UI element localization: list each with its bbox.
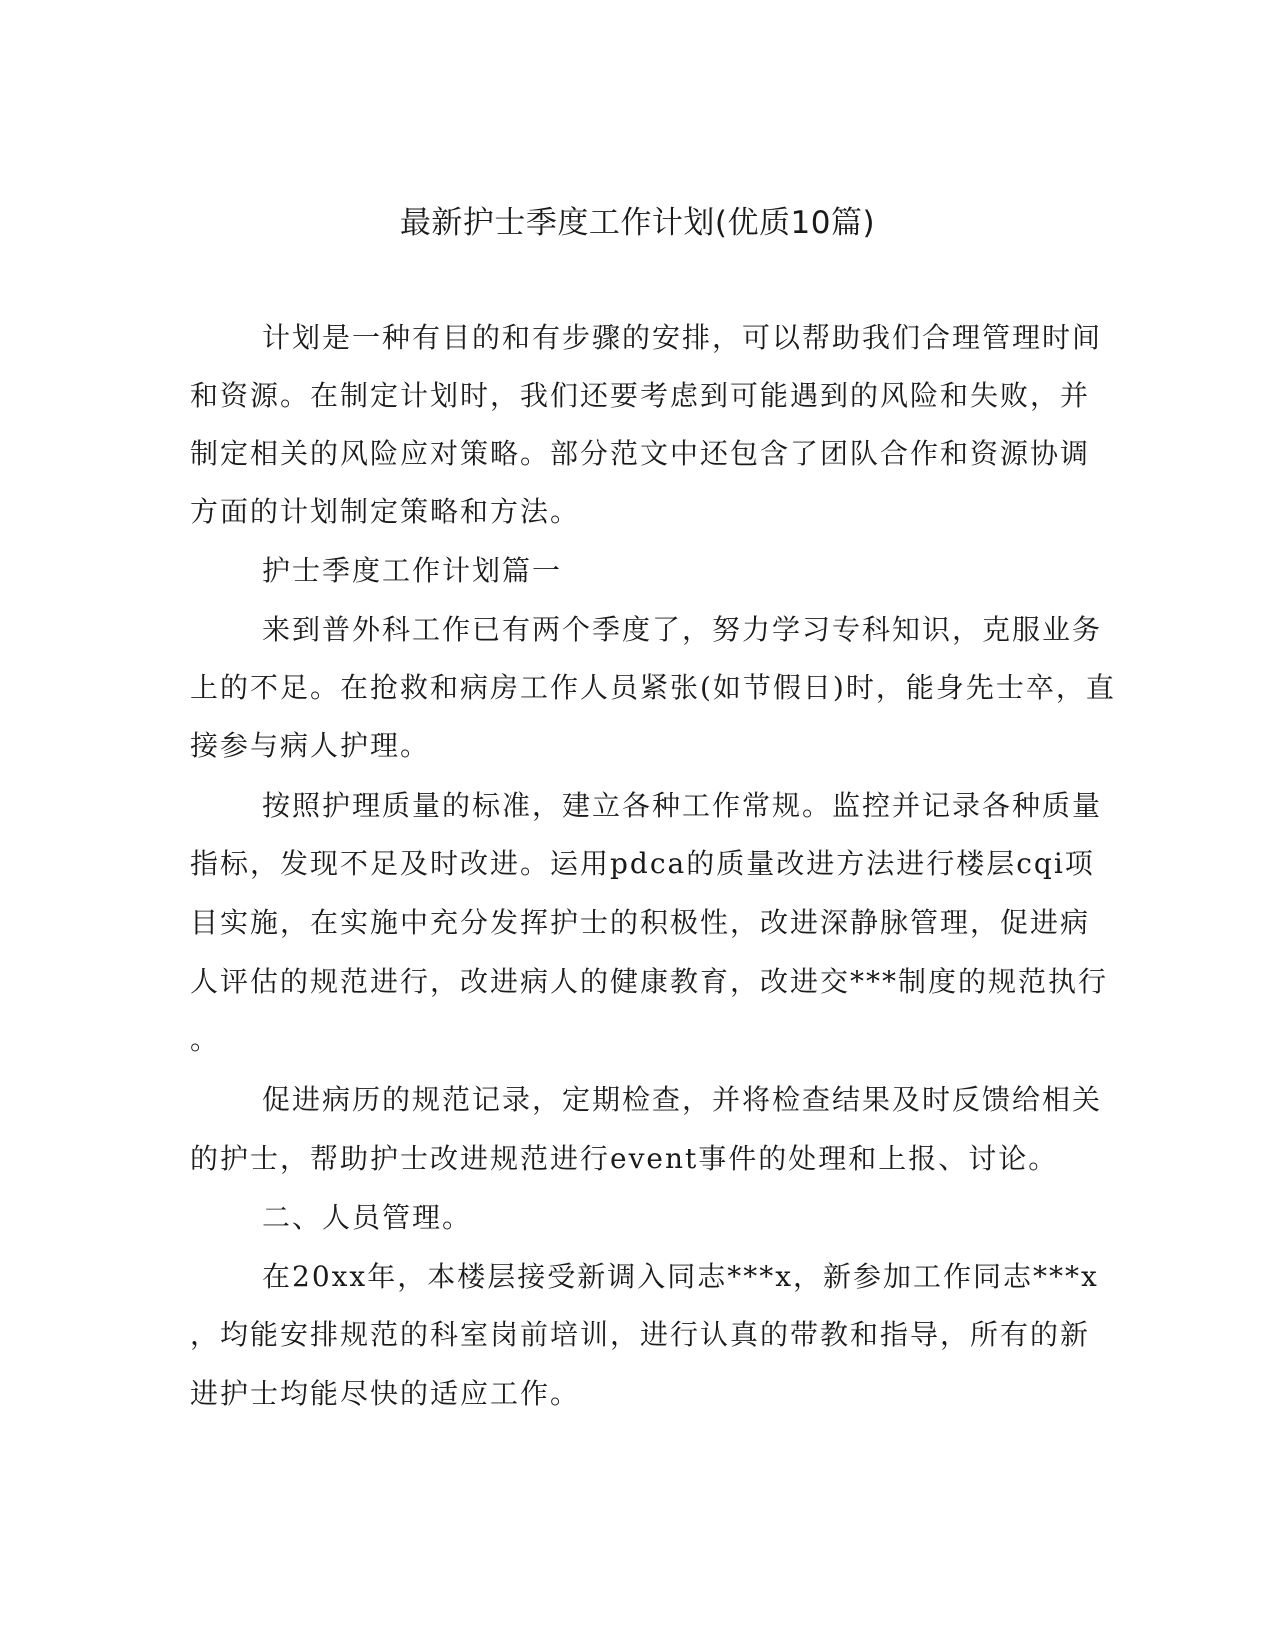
paragraph-line: 方面的计划制定策略和方法。 (190, 495, 581, 528)
paragraph-line: 的护士，帮助护士改进规范进行event事件的处理和上报、讨论。 (190, 1142, 1059, 1175)
paragraph-line: 指标，发现不足及时改进。运用pdca的质量改进方法进行楼层cqi项 (190, 847, 1095, 880)
paragraph-line: 来到普外科工作已有两个季度了，努力学习专科知识，克服业务 (262, 613, 1103, 646)
paragraph-line: 计划是一种有目的和有步骤的安排，可以帮助我们合理管理时间 (262, 321, 1103, 354)
paragraph-line: 进护士均能尽快的适应工作。 (190, 1377, 581, 1410)
paragraph-line: 人评估的规范进行，改进病人的健康教育，改进交***制度的规范执行 (190, 965, 1109, 998)
paragraph-line: ，均能安排规范的科室岗前培训，进行认真的带教和指导，所有的新 (190, 1318, 1091, 1351)
paragraph-line: 在20xx年，本楼层接受新调入同志***x，新参加工作同志***x (262, 1260, 1099, 1293)
paragraph-line: 促进病历的规范记录，定期检查，并将检查结果及时反馈给相关 (262, 1083, 1103, 1116)
section-heading: 护士季度工作计划篇一 (262, 554, 563, 587)
section-heading: 二、人员管理。 (262, 1201, 473, 1234)
paragraph-line: 上的不足。在抢救和病房工作人员紧张(如节假日)时，能身先士卒，直 (190, 671, 1116, 704)
paragraph-line: 。 (190, 1023, 221, 1056)
document-title: 最新护士季度工作计划(优质10篇) (399, 205, 876, 241)
paragraph-line: 目实施，在实施中充分发挥护士的积极性，改进深静脉管理，促进病 (190, 906, 1091, 939)
paragraph-line: 制定相关的风险应对策略。部分范文中还包含了团队合作和资源协调 (190, 437, 1091, 470)
paragraph-line: 接参与病人护理。 (190, 729, 431, 762)
paragraph-line: 和资源。在制定计划时，我们还要考虑到可能遇到的风险和失败，并 (190, 379, 1091, 412)
paragraph-line: 按照护理质量的标准，建立各种工作常规。监控并记录各种质量 (262, 789, 1103, 822)
